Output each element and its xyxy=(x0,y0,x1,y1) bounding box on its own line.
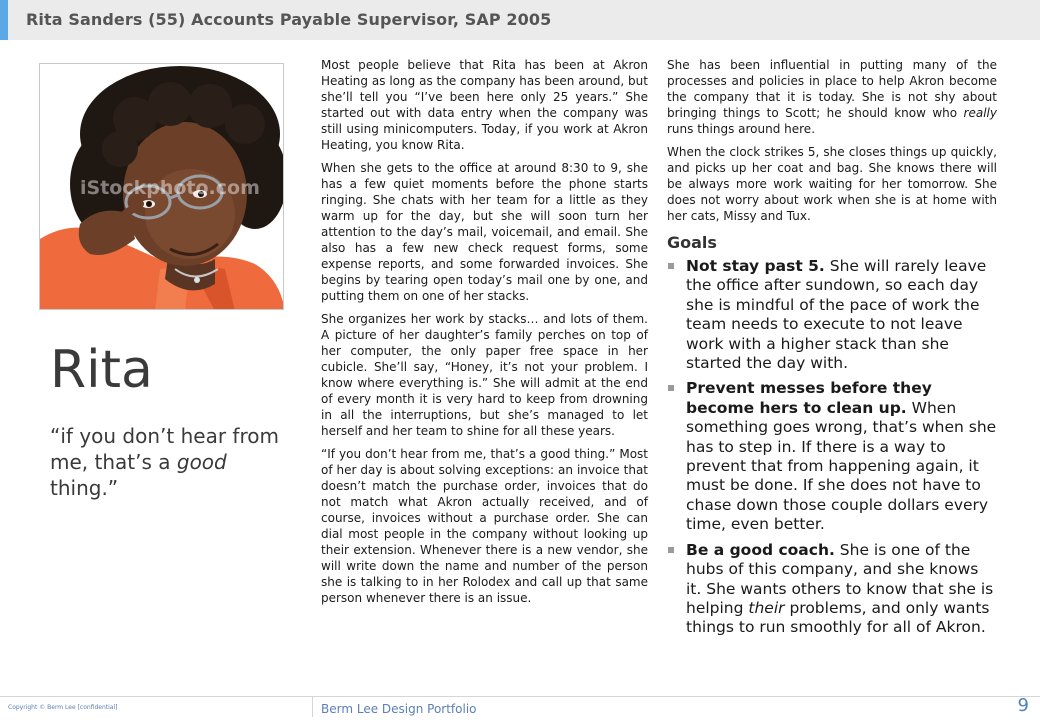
narrative-paragraph: She organizes her work by stacks… and lots of them. A picture of her daughter’s family perches on top of her computer, the only paper free space in her cubicle. She’ll say, “Honey, it’s not your problem. I know where everything is.” She will admit at the end of every month it is very hard to keep from drowning in all the interruptions, but she’s managed to let herself and her team to shine for all these years. xyxy=(321,312,648,438)
page-title: Rita Sanders (55) Accounts Payable Supervisor, SAP 2005 xyxy=(26,10,552,29)
persona-photo xyxy=(39,63,284,310)
page-number: 9 xyxy=(1017,695,1029,716)
goal-headline: Be a good coach. xyxy=(686,540,835,559)
persona-quote-start: “if you don’t hear from me, that’s a xyxy=(50,424,279,474)
footer-vertical-divider xyxy=(312,697,313,717)
footer-divider-line xyxy=(0,696,1040,697)
square-bullet-icon xyxy=(668,263,674,269)
narrative-column-right xyxy=(667,57,997,644)
persona-quote-end: thing.” xyxy=(50,476,119,500)
copyright-notice: Copyright © Berm Lee [confidential] xyxy=(8,704,118,711)
goal-item xyxy=(667,257,997,373)
narrative-paragraph: When the clock strikes 5, she closes things up quickly, and picks up her coat and bag. She knows there will be always more work waiting for her tomorrow. She does not worry about work when she is at home with her cats, Missy and Tux. xyxy=(667,145,997,223)
persona-name: Rita xyxy=(50,340,153,400)
persona-photo-illustration xyxy=(40,64,284,310)
photo-watermark-text: iStockphoto.com xyxy=(80,177,260,199)
paragraph-text: runs things around here. xyxy=(667,122,816,136)
goal-headline: Prevent messes before they become hers to clean up. xyxy=(686,379,932,417)
narrative-paragraph: When she gets to the office at around 8:30 to 9, she has a few quiet moments before the phone starts ringing. She chats with her team for a little as they warm up for the day, but she will soon turn her attention to the day’s mail, voicemail, and email. She also has a few new check request forms, some expense reports, and some forwarded invoices. She begins by tearing open today’s mail one by one, and putting them on one of her stacks. xyxy=(321,161,648,303)
goal-body: problems, and only wants things to run smoothly for all of Akron. xyxy=(686,598,990,637)
square-bullet-icon xyxy=(668,547,674,553)
goal-body: She is one of the hubs of this company, and she knows it. She wants others to know that she is helping xyxy=(686,540,994,617)
portfolio-label: Berm Lee Design Portfolio xyxy=(321,702,477,716)
narrative-paragraph: “If you don’t hear from me, that’s a good thing.” Most of her day is about solving exceptions: an invoice that doesn’t match the purchase order, invoices that do not match what Akron actually received, and of course, invoices without a purchase order. She can dial most people in the company without looking up their extension. Whenever there is a new vendor, she will write down the name and number of the person she is talking to in her Rolodex and call up that same person whenever there is an issue. xyxy=(321,447,648,605)
paragraph-emphasis: really xyxy=(963,106,997,120)
paragraph-text: She has been influential in putting many of the processes and policies in place to help Akron become the company that it is today. She is not shy about bringing things to Scott; he should know who xyxy=(667,58,997,120)
narrative-column-middle xyxy=(321,57,648,613)
goal-item xyxy=(667,541,997,638)
persona-quote-emphasis: good xyxy=(176,450,227,474)
page-header xyxy=(0,0,1040,40)
goal-body: She will rarely leave the office after sundown, so each day she is mindful of the pace of work the team needs to execute to not leave work with a higher stack than she started the day with. xyxy=(686,257,987,373)
narrative-paragraph xyxy=(667,57,997,137)
goal-item xyxy=(667,379,997,534)
square-bullet-icon xyxy=(668,385,674,391)
goal-body-emphasis: their xyxy=(748,598,785,617)
goal-headline: Not stay past 5. xyxy=(686,257,825,275)
persona-quote xyxy=(50,423,280,501)
narrative-paragraph: Most people believe that Rita has been at Akron Heating as long as the company has been around, but she’ll tell you “I’ve been here only 25 years.” She started out with data entry when the company was still using minicomputers. Today, if you work at Akron Heating, you know Rita. xyxy=(321,58,648,152)
goals-list xyxy=(667,257,997,638)
goal-body: When something goes wrong, that’s when she has to step in. If there is a way to prevent that from happening again, it must be done. If she does not have to chase down those couple dollars every time, even better. xyxy=(686,398,997,534)
goals-heading: Goals xyxy=(667,233,717,252)
